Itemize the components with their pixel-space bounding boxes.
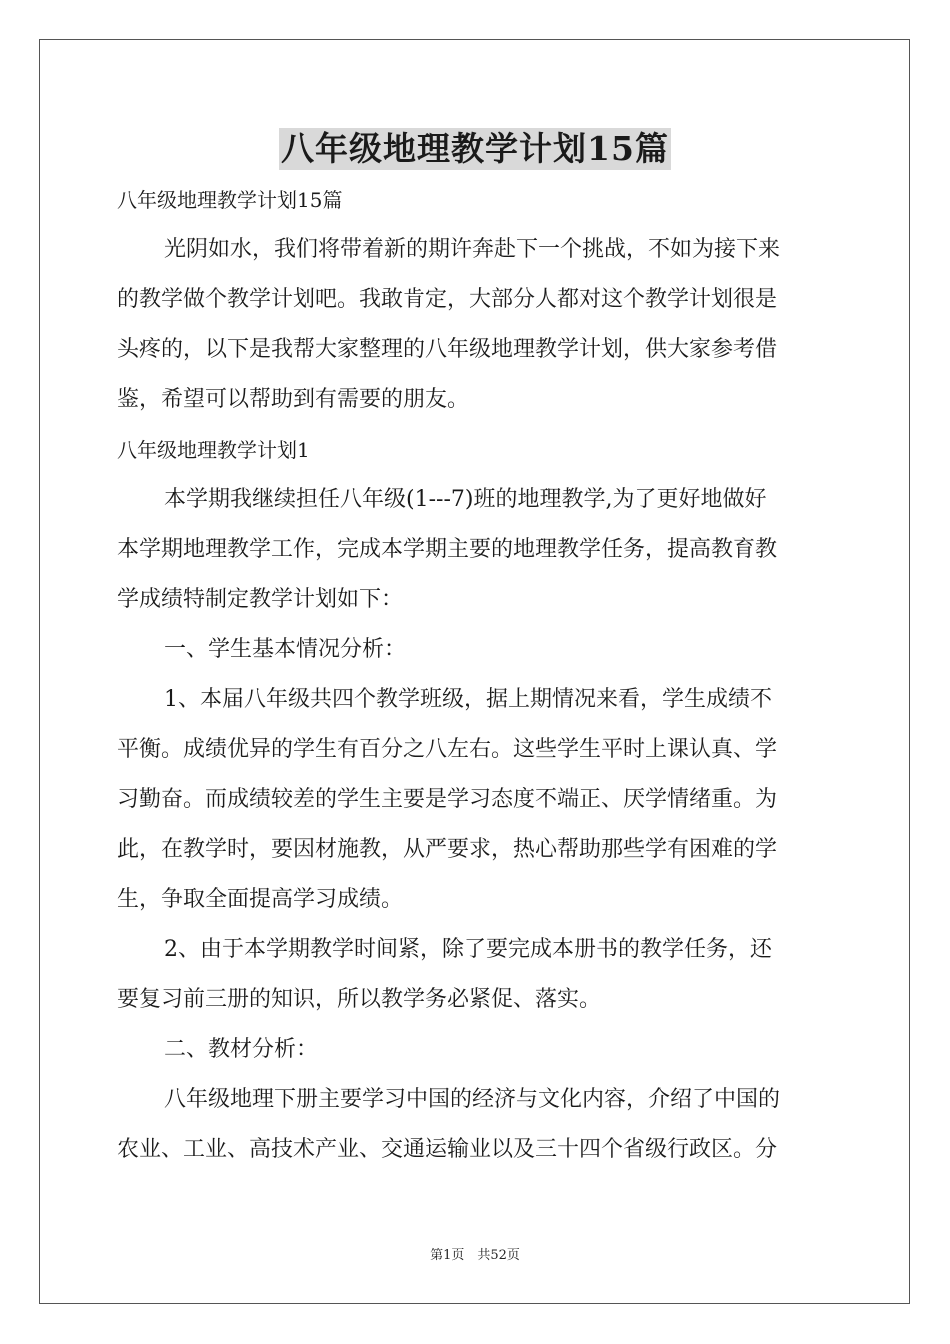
page-number-footer: 第1页 共52页 (430, 1248, 520, 1263)
paragraph-line: 本学期地理教学工作，完成本学期主要的地理教学任务，提高教育教 (117, 537, 778, 562)
paragraph-line: 平衡。成绩优异的学生有百分之八左右。这些学生平时上课认真、学 (117, 737, 778, 762)
paragraph-line: 学成绩特制定教学计划如下： (117, 587, 404, 612)
paragraph-line: 农业、工业、高技术产业、交通运输业以及三十四个省级行政区。分 (117, 1137, 778, 1162)
paragraph-line: 生，争取全面提高学习成绩。 (117, 887, 404, 912)
paragraph-line: 习勤奋。而成绩较差的学生主要是学习态度不端正、厌学情绪重。为 (117, 787, 778, 812)
paragraph-line: 1、本届八年级共四个教学班级，据上期情况来看，学生成绩不 (164, 687, 772, 712)
section-heading: 二、教材分析： (164, 1037, 319, 1062)
paragraph-line: 光阴如水，我们将带着新的期许奔赴下一个挑战，不如为接下来 (164, 237, 781, 262)
paragraph-line: 2、由于本学期教学时间紧，除了要完成本册书的教学任务，还 (164, 937, 772, 962)
paragraph-line: 的教学做个教学计划吧。我敢肯定，大部分人都对这个教学计划很是 (117, 287, 778, 312)
paragraph-line: 要复习前三册的知识，所以教学务必紧促、落实。 (117, 987, 602, 1012)
paragraph-line: 本学期我继续担任八年级(1---7)班的地理教学,为了更好地做好 (164, 487, 767, 512)
page-frame (39, 39, 910, 1304)
section-heading: 八年级地理教学计划1 (117, 438, 310, 462)
section-heading: 一、学生基本情况分析： (164, 637, 407, 662)
subtitle-line: 八年级地理教学计划15篇 (117, 188, 343, 212)
paragraph-line: 头疼的，以下是我帮大家整理的八年级地理教学计划，供大家参考借 (117, 337, 778, 362)
document-title: 八年级地理教学计划15篇 (281, 129, 669, 168)
paragraph-line: 鉴，希望可以帮助到有需要的朋友。 (117, 387, 470, 412)
paragraph-line: 八年级地理下册主要学习中国的经济与文化内容，介绍了中国的 (164, 1087, 781, 1112)
paragraph-line: 此，在教学时，要因材施教，从严要求，热心帮助那些学有困难的学 (117, 837, 778, 862)
